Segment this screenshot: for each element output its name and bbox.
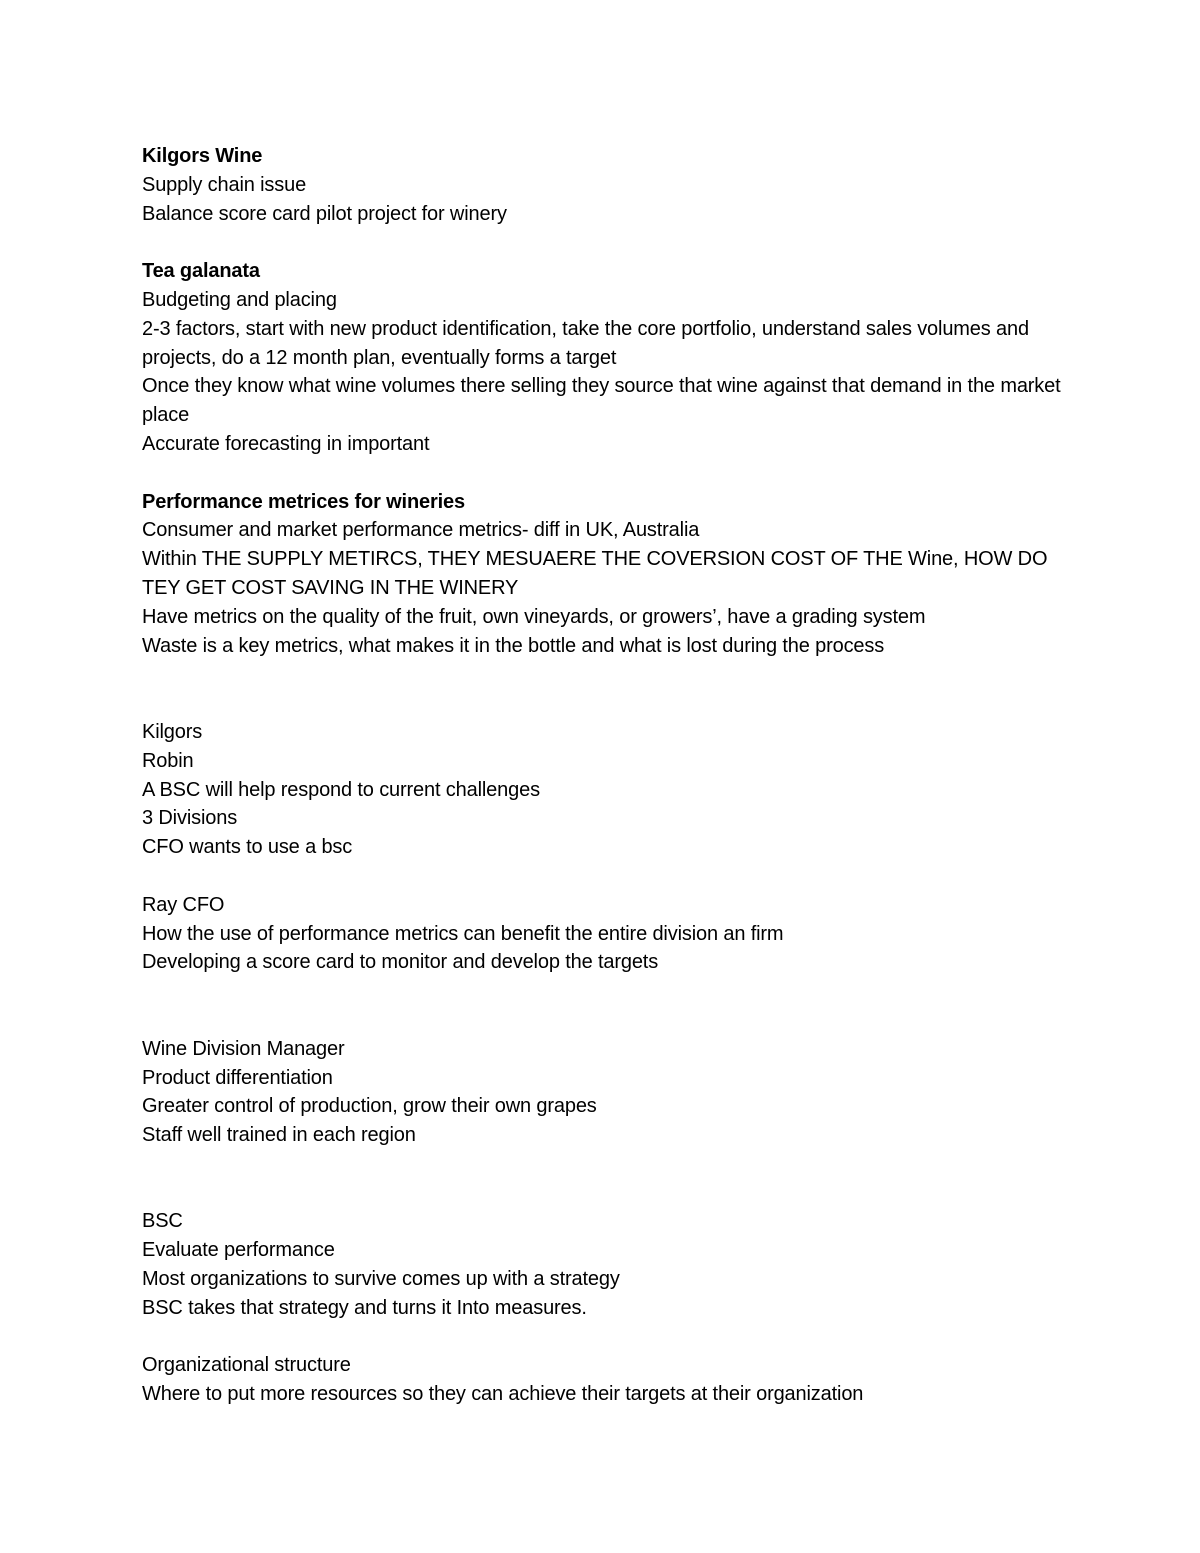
- note-line: Within THE SUPPLY METIRCS, THEY MESUAERE THE COVERSION COST OF THE Wine, HOW DO TEY GET COST SAVING IN THE WINERY: [142, 548, 1048, 599]
- paragraph-spacer: [142, 459, 1072, 488]
- note-line: Kilgors: [142, 720, 203, 743]
- paragraph-spacer: [142, 1150, 1072, 1208]
- note-line: CFO wants to use a bsc: [142, 836, 353, 859]
- note-line: Budgeting and placing: [142, 288, 337, 311]
- section-heading-tea-galanata: Tea galanata: [142, 260, 260, 283]
- note-line: Supply chain issue: [142, 173, 307, 196]
- note-line: Staff well trained in each region: [142, 1124, 416, 1147]
- section-heading-performance-metrices: Performance metrices for wineries: [142, 490, 465, 513]
- note-line: Wine Division Manager: [142, 1037, 345, 1060]
- paragraph-spacer: [142, 228, 1072, 257]
- note-line: Robin: [142, 749, 194, 772]
- note-line: Accurate forecasting in important: [142, 432, 430, 455]
- note-line: Evaluate performance: [142, 1239, 335, 1262]
- note-line: Product differentiation: [142, 1066, 333, 1089]
- note-line: A BSC will help respond to current challenges: [142, 778, 540, 801]
- note-line: Developing a score card to monitor and develop the targets: [142, 951, 659, 974]
- document-body: [142, 142, 1072, 1409]
- note-line: Consumer and market performance metrics- diff in UK, Australia: [142, 519, 700, 542]
- paragraph-spacer: [142, 660, 1072, 718]
- note-line: BSC: [142, 1210, 183, 1233]
- note-line: How the use of performance metrics can benefit the entire division an firm: [142, 922, 784, 945]
- note-line: Balance score card pilot project for winery: [142, 202, 507, 225]
- note-line: 2-3 factors, start with new product identification, take the core portfolio, understand sales volumes and projects, do a 12 month plan, eventually forms a target: [142, 317, 1029, 369]
- section-heading-kilgors-wine: Kilgors Wine: [142, 145, 263, 167]
- paragraph-spacer: [142, 1323, 1072, 1352]
- note-line: 3 Divisions: [142, 807, 238, 830]
- note-line: Once they know what wine volumes there selling they source that wine against that demand in the market place: [142, 375, 1061, 427]
- note-line: Ray CFO: [142, 893, 225, 916]
- note-line: BSC takes that strategy and turns it Into measures.: [142, 1296, 587, 1319]
- note-line: Greater control of production, grow their own grapes: [142, 1095, 597, 1118]
- note-line: Have metrics on the quality of the fruit, own vineyards, or growers’, have a grading system: [142, 605, 926, 628]
- note-line: Waste is a key metrics, what makes it in the bottle and what is lost during the process: [142, 634, 885, 657]
- note-line: Where to put more resources so they can achieve their targets at their organization: [142, 1383, 864, 1406]
- paragraph-spacer: [142, 977, 1072, 1035]
- note-line: Most organizations to survive comes up with a strategy: [142, 1268, 620, 1291]
- note-line: Organizational structure: [142, 1354, 351, 1377]
- paragraph-spacer: [142, 862, 1072, 891]
